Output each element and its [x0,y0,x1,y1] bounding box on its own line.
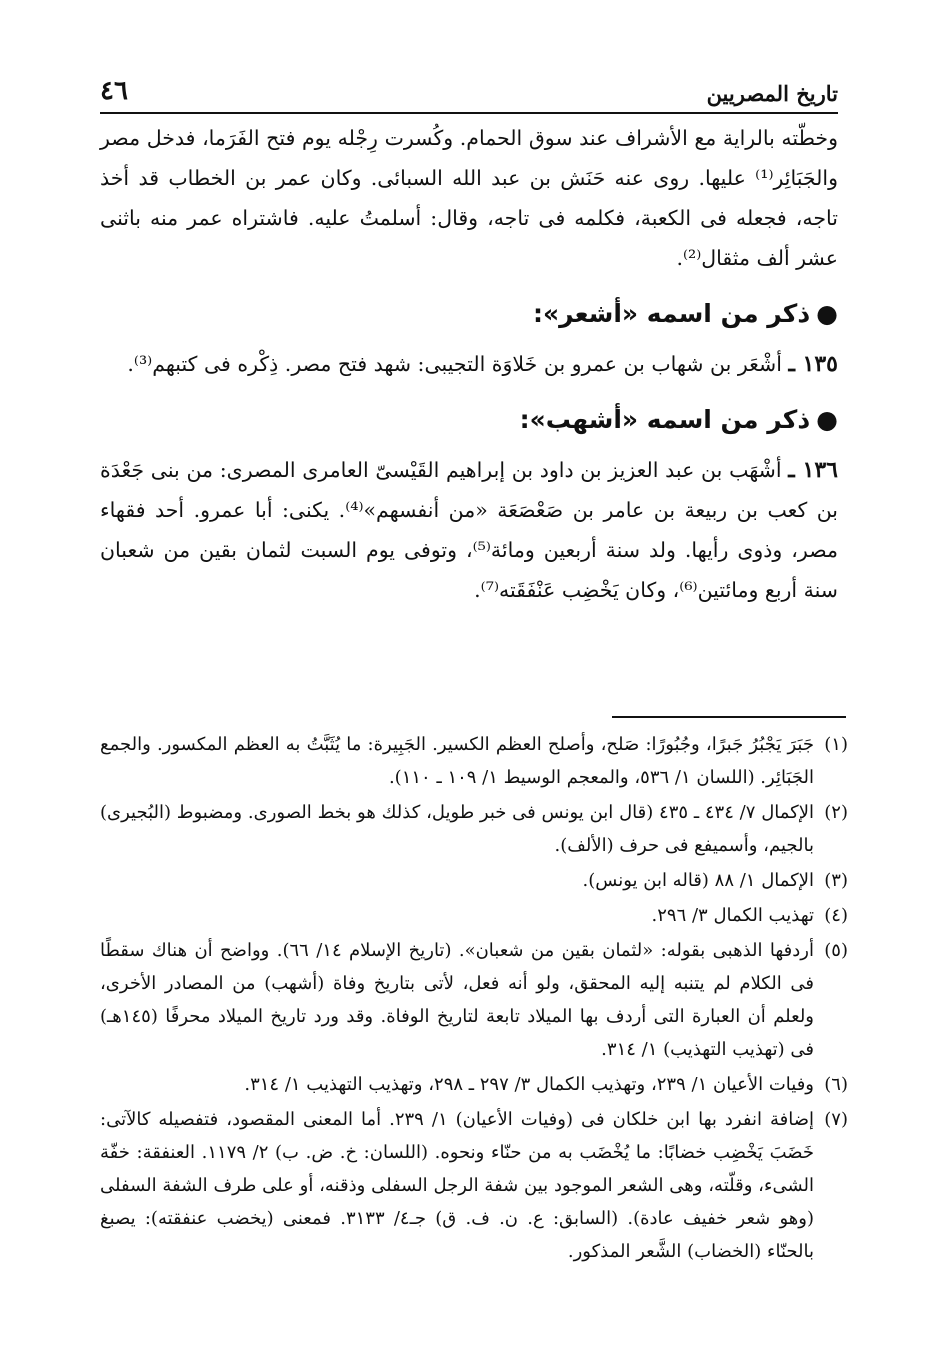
heading-text: ذكر من اسمه «أشعر»: [532,299,811,328]
footnote-number: (٥) [824,940,848,961]
footnote [100,934,848,1066]
heading-text: ذكر من اسمه «أشهب»: [519,405,811,434]
page-header [100,72,838,114]
entry-number: ١٣٥ ـ [788,351,838,377]
footnote-text: جَبَرَ يَجْبُرُ جَبرًا، وجُبُورًا: صَلح، وأصلح العظم الكسير. الجَبِيرة: ما يُثَبَّتُ به العظم المكسور. والجمع الجَبَائِر. (اللسان ١/ ٥٣٦، والمعجم الوسيط ١/ ١٠٩ ـ ١١٠). [100,734,814,788]
footnote-number: (٧) [824,1109,848,1130]
footnote-number: (٦) [824,1074,848,1095]
footnote-number: (٣) [824,870,848,891]
footnote-number: (١) [824,734,848,755]
footnote [100,1103,848,1268]
footnote-text: وفيات الأعيان ١/ ٢٣٩، وتهذيب الكمال ٣/ ٢٩٧ ـ ٢٩٨، وتهذيب التهذيب ١/ ٣١٤. [244,1074,814,1095]
footnote [100,728,848,794]
entry-text: أشْهَب بن عبد العزيز بن داود بن إبراهيم القَيْسىّ العامرى المصرى: من بنى جَعْدَة بن كعب بن ربيعة بن عامر بن صَعْصَعَة «من أنفسهم»⁽⁴⁾. يكنى: أبا عمرو. أحد فقهاء مصر، وذوى رأيها. ولد سنة أربعين ومائة⁽⁵⁾، وتوفى يوم السبت لثمان بقين من شعبان سنة أربع ومائتين⁽⁶⁾، وكان يَخْضِب عَنْفَقَته⁽⁷⁾. [100,458,839,602]
footnote-text: أردفها الذهبى بقوله: «لثمان بقين من شعبان». (تاريخ الإسلام ١٤/ ٦٦). وواضح أن هناك سقطًا فى الكلام لم يتنبه إليه المحقق، ولو أنه فعل، لأتى بتاريخ وفاة (أشهب) من المصادر الأخرى، ولعلم أن العبارة التى أردف بها الميلاد تابعة لتاريخ الوفاة. وقد ورد تاريخ الميلاد محرفًا (١٤٥هـ) فى (تهذيب التهذيب) ١/ ٣١٤. [100,940,814,1060]
footnote [100,796,848,862]
footnote [100,899,848,932]
section-heading-ashhab [100,400,838,440]
bullet-icon: ● [816,405,838,434]
footnote-text: الإكمال ٧/ ٤٣٤ ـ ٤٣٥ (قال ابن يونس فى خبر طويل، كذلك هو بخط الصورى. ومضبوط (البُجيرى) بالجيم، وأسميفع فى حرف (الألف). [100,802,814,856]
footnote [100,864,848,897]
footnote [100,1068,848,1101]
footnote-text: تهذيب الكمال ٣/ ٢٩٦. [651,905,814,926]
footnote-number: (٢) [824,802,848,823]
entry-text: أشْعَر بن شهاب بن عمرو بن خَلاوَة التجيبى: شهد فتح مصر. ذِكْره فى كتبهم⁽³⁾. [127,352,782,376]
footnote-text: إضافة انفرد بها ابن خلكان فى (وفيات الأعيان) ١/ ٢٣٩. أما المعنى المقصود، فتفصيله كالآتى: خَضَبَ يَخْضِب خضابًا: ما يُخْضَب به من حنّاء ونحوه. (اللسان: خ. ض. ب) ٢/ ١١٧٩. العنفقة: خفّة الشىء، وقلّته، وهى الشعر الموجود بين شفة الرجل السفلى وذقنه، أو على طرف الشفة السفلى (وهو شعر خفيف عادة). (السابق: ع. ن. ف. ق) جـ٤/ ٣١٣٣. فمعنى (يخضب عنفقته): يصبغ بالحنّاء (الخضاب) الشَّعر المذكور. [100,1109,814,1262]
entry-number: ١٣٦ ـ [788,457,838,483]
entry-136 [100,450,838,610]
paragraph-intro: وخطّته بالراية مع الأشراف عند سوق الحمام. وكُسرت رِجْله يوم فتح الفَرَما، فدخل مصر والجَبَائِر⁽¹⁾ عليها. روى عنه حَنَش بن عبد الله السبائى. وكان عمر بن الخطاب قد أخذ تاجه، فجعله فى الكعبة، فكلمه فى تاجه، وقال: أسلمتُ عليه. فاشتراه عمر منه باثنى عشر ألف مثقال⁽²⁾. [100,126,838,270]
main-text [100,118,838,610]
entry-135 [100,344,838,384]
footnote-divider [612,716,846,718]
footnote-number: (٤) [824,905,848,926]
page-number: ٤٦ [100,76,128,106]
section-heading-ashar [100,294,838,334]
footnotes [100,728,848,1270]
footnote-text: الإكمال ١/ ٨٨ (قاله ابن يونس). [582,870,814,891]
bullet-icon: ● [816,299,838,328]
running-title: تاريخ المصريين [706,81,838,106]
